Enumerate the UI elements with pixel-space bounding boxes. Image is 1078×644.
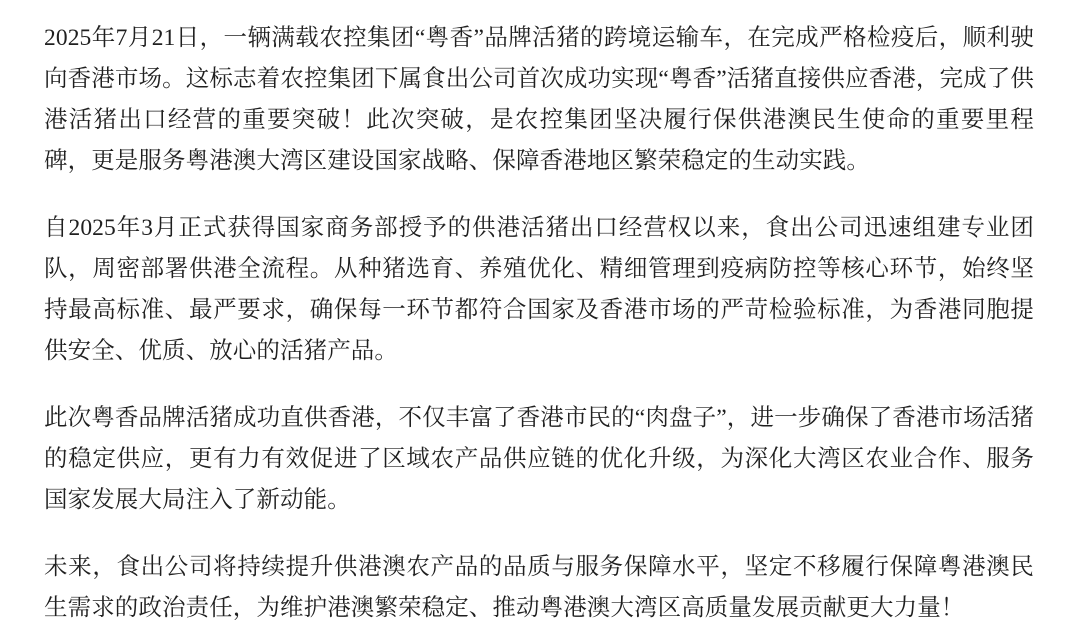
article-paragraph: 自2025年3月正式获得国家商务部授予的供港活猪出口经营权以来，食出公司迅速组建专业团队，周密部署供港全流程。从种猪选育、养殖优化、精细管理到疫病防控等核心环节，始终坚持最高标准、最严要求，确保每一环节都符合国家及香港市场的严苛检验标准，为香港同胞提供安全、优质、放心的活猪产品。: [44, 215, 1034, 364]
article-paragraph: 此次粤香品牌活猪成功直供香港，不仅丰富了香港市民的“肉盘子”，进一步确保了香港市场活猪的稳定供应，更有力有效促进了区域农产品供应链的优化升级，为深化大湾区农业合作、服务国家发展大局注入了新动能。: [44, 405, 1034, 513]
article-paragraph: 未来，食出公司将持续提升供港澳农产品的品质与服务保障水平，坚定不移履行保障粤港澳民生需求的政治责任，为维护港澳繁荣稳定、推动粤港澳大湾区高质量发展贡献更大力量！: [44, 554, 1034, 621]
article-paragraph: 2025年7月21日，一辆满载农控集团“粤香”品牌活猪的跨境运输车，在完成严格检疫后，顺利驶向香港市场。这标志着农控集团下属食出公司首次成功实现“粤香”活猪直接供应香港，完成了供港活猪出口经营的重要突破！此次突破，是农控集团坚决履行保供港澳民生使命的重要里程碑，更是服务粤港澳大湾区建设国家战略、保障香港地区繁荣稳定的生动实践。: [44, 25, 1034, 174]
